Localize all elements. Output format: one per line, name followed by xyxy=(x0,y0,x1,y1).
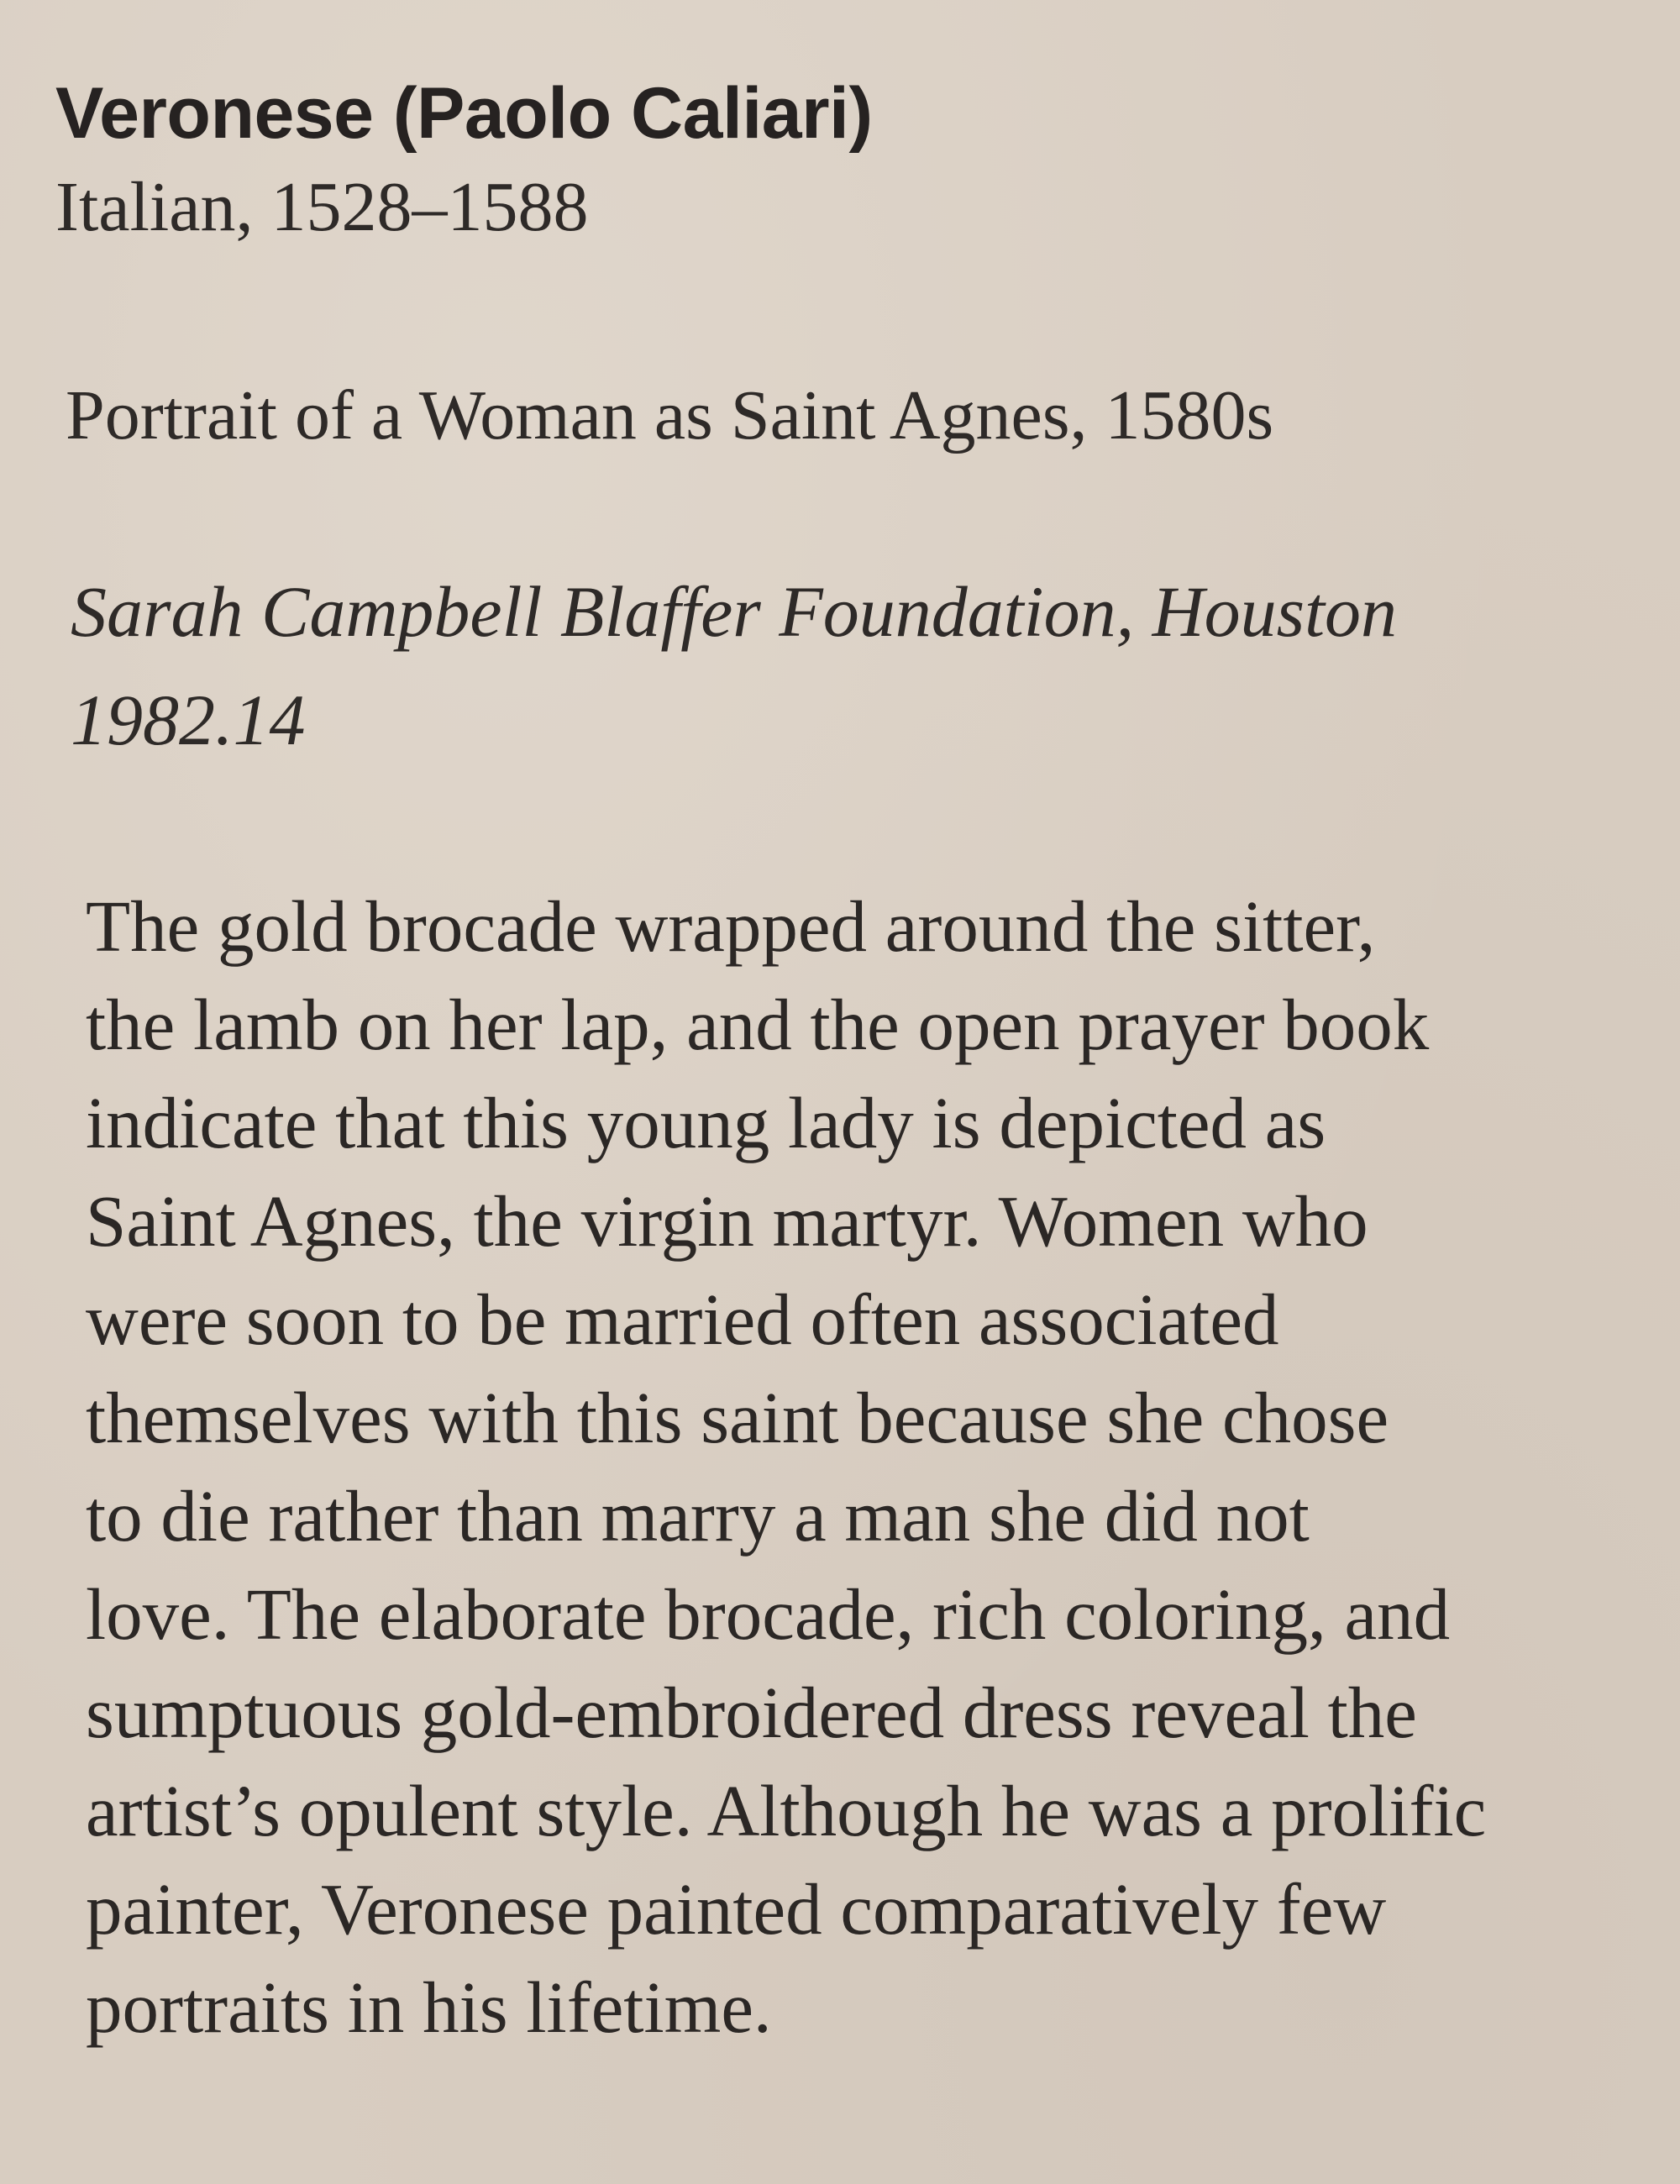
description-line: artist’s opulent style. Although he was a prolific xyxy=(86,1770,1487,1852)
description-line: sumptuous gold-embroidered dress reveal the xyxy=(86,1672,1417,1754)
artist-nationality-dates: Italian, 1528–1588 xyxy=(55,167,589,246)
collection-name: Sarah Campbell Blaffer Foundation, Houston xyxy=(71,571,1398,653)
artist-name: Veronese (Paolo Caliari) xyxy=(55,73,873,154)
credit-line xyxy=(71,558,1630,774)
description-line: The gold brocade wrapped around the sitter, xyxy=(86,885,1376,968)
description-line: the lamb on her lap, and the open prayer book xyxy=(86,984,1430,1066)
description-line: were soon to be married often associated xyxy=(86,1278,1279,1361)
description-line: indicate that this young lady is depicted as xyxy=(86,1082,1326,1164)
description-line: themselves with this saint because she chose xyxy=(86,1377,1389,1459)
description-line: to die rather than marry a man she did not xyxy=(86,1475,1310,1557)
description-line: painter, Veronese painted comparatively few xyxy=(86,1868,1387,1950)
description-line: portraits in his lifetime. xyxy=(86,1966,772,2049)
description-line: love. The elaborate brocade, rich coloring, and xyxy=(86,1573,1451,1656)
description-line: Saint Agnes, the virgin martyr. Women who xyxy=(86,1180,1368,1263)
artwork-title: Portrait of a Woman as Saint Agnes, 1580s xyxy=(66,376,1274,455)
artwork-description xyxy=(86,877,1630,2056)
accession-number: 1982.14 xyxy=(71,680,306,761)
